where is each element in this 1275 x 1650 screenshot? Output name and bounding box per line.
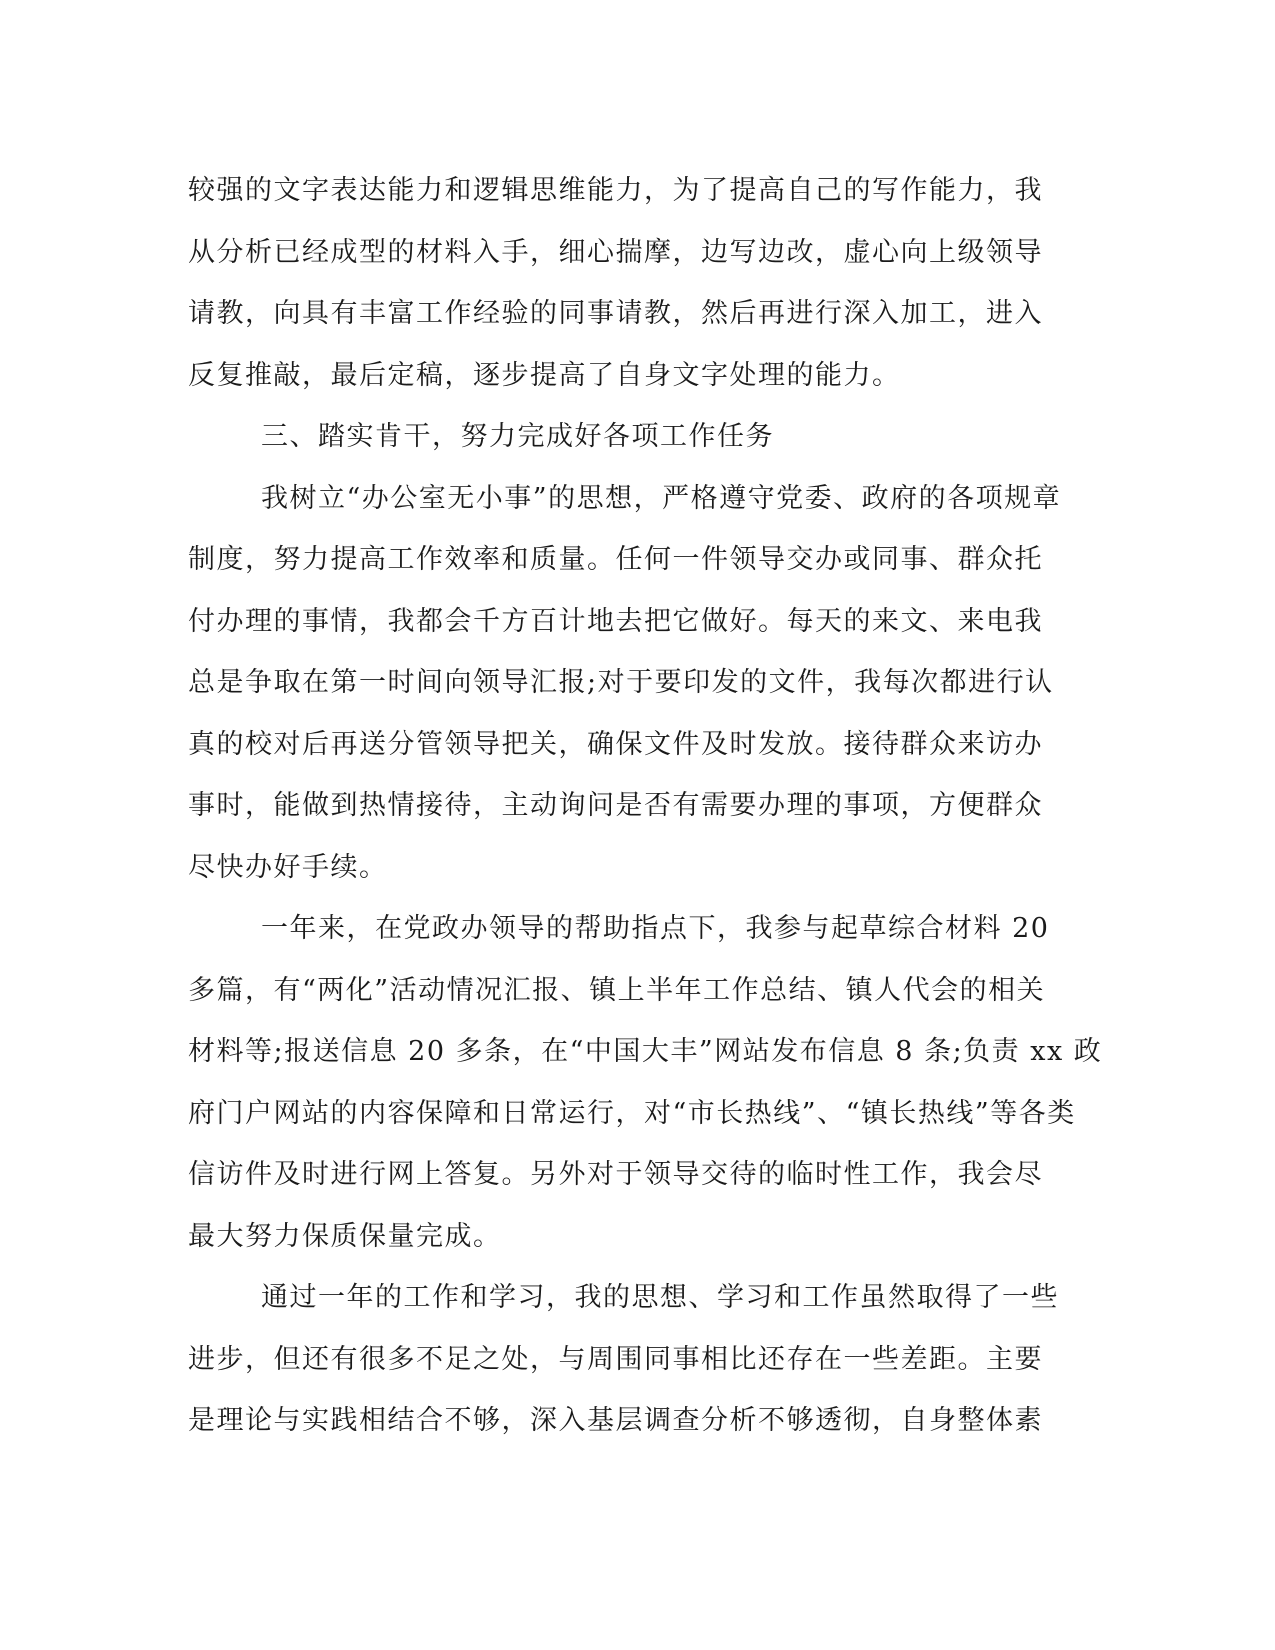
text-line: 制度，努力提高工作效率和质量。任何一件领导交办或同事、群众托	[188, 544, 1043, 575]
text-line: 反复推敲，最后定稿，逐步提高了自身文字处理的能力。	[188, 359, 901, 391]
text-line: 通过一年的工作和学习，我的思想、学习和工作虽然取得了一些	[261, 1282, 1059, 1313]
text-line: 多篇，有“两化”活动情况汇报、镇上半年工作总结、镇人代会的相关	[188, 974, 1046, 1006]
text-line: 从分析已经成型的材料入手，细心揣摩，边写边改，虚心向上级领导	[188, 236, 1043, 268]
text-line: 请教，向具有丰富工作经验的同事请教，然后再进行深入加工，进入	[188, 298, 1043, 329]
section-heading: 三、踏实肯干，努力完成好各项工作任务	[261, 421, 774, 452]
text-line: 信访件及时进行网上答复。另外对于领导交待的临时性工作，我会尽	[188, 1159, 1043, 1190]
text-line: 真的校对后再送分管领导把关，确保文件及时发放。接待群众来访办	[188, 728, 1043, 760]
document-body	[188, 160, 1103, 1452]
text-line: 府门户网站的内容保障和日常运行，对“市长热线”、“镇长热线”等各类	[188, 1097, 1076, 1129]
text-line: 最大努力保质保量完成。	[188, 1220, 502, 1252]
text-line: 尽快办好手续。	[188, 851, 388, 883]
text-line: 是理论与实践相结合不够，深入基层调查分析不够透彻，自身整体素	[188, 1405, 1043, 1436]
text-line: 付办理的事情，我都会千方百计地去把它做好。每天的来文、来电我	[188, 605, 1043, 637]
text-line: 一年来，在党政办领导的帮助指点下，我参与起草综合材料 20	[261, 913, 1050, 944]
text-line: 进步，但还有很多不足之处，与周围同事相比还存在一些差距。主要	[188, 1343, 1043, 1375]
text-line: 较强的文字表达能力和逻辑思维能力，为了提高自己的写作能力，我	[188, 175, 1043, 206]
text-line: 事时，能做到热情接待，主动询问是否有需要办理的事项，方便群众	[188, 790, 1043, 821]
text-line: 我树立“办公室无小事”的思想，严格遵守党委、政府的各项规章	[261, 482, 1062, 514]
text-line: 材料等;报送信息 20 多条，在“中国大丰”网站发布信息 8 条;负责 xx 政	[188, 1036, 1103, 1067]
text-line: 总是争取在第一时间向领导汇报;对于要印发的文件，我每次都进行认	[188, 667, 1054, 698]
